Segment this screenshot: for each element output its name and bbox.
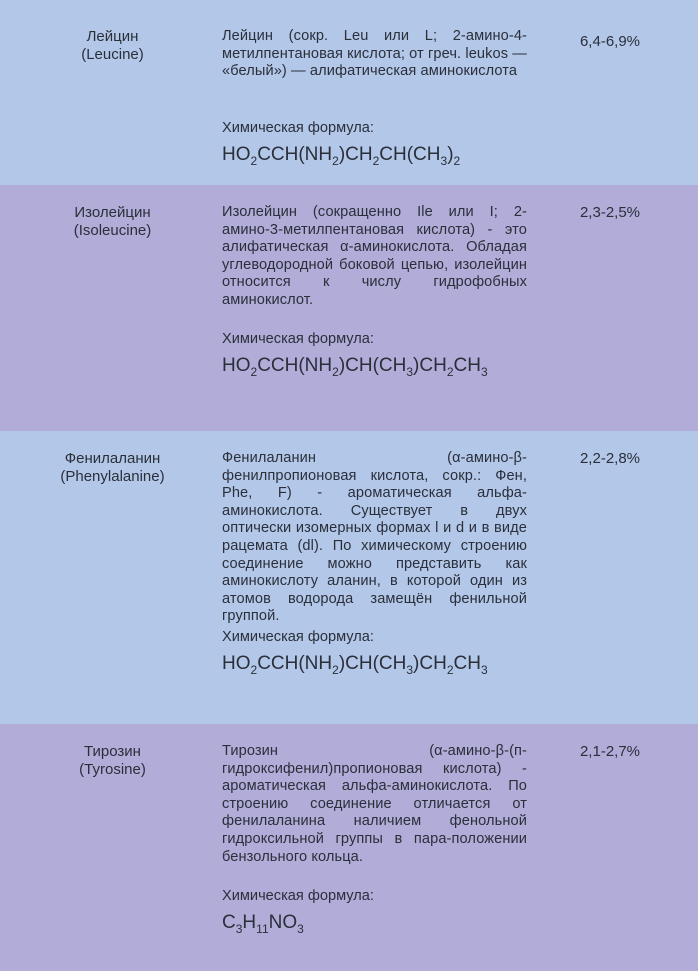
name-ru: Фенилаланин — [64, 450, 161, 467]
formula-subscript: 3 — [297, 922, 304, 936]
formula-subscript: 3 — [406, 663, 414, 677]
formula-text: C — [222, 912, 236, 933]
formula-subscript: 3 — [406, 365, 414, 379]
formula-subscript: 3 — [440, 154, 448, 168]
formula-label: Химическая формула: — [222, 629, 374, 645]
formula-subscript: 2 — [250, 154, 258, 168]
formula-subscript: 2 — [372, 154, 380, 168]
content-percent: 2,1-2,7% — [579, 743, 641, 760]
chemical-formula — [222, 144, 460, 166]
name-en: (Isoleucine) — [73, 222, 152, 239]
formula-text: CH — [453, 355, 481, 376]
formula-text: )CH — [338, 144, 373, 165]
formula-text: CCH(NH — [257, 355, 333, 376]
name-en: (Phenylalanine) — [60, 468, 165, 485]
formula-subscript: 2 — [446, 663, 454, 677]
formula-label: Химическая формула: — [222, 331, 374, 347]
formula-label: Химическая формула: — [222, 888, 374, 904]
formula-text: )CH — [413, 653, 447, 674]
formula-subscript: 3 — [480, 663, 488, 677]
formula-subscript: 11 — [256, 922, 269, 936]
formula-subscript: 2 — [453, 154, 461, 168]
amino-acid-name — [40, 450, 185, 486]
formula-label: Химическая формула: — [222, 120, 374, 136]
amino-acid-row-isoleucine — [0, 185, 698, 431]
name-ru: Лейцин — [86, 28, 139, 45]
formula-text: H — [242, 912, 257, 933]
formula-subscript: 2 — [250, 663, 258, 677]
name-ru: Тирозин — [84, 743, 141, 760]
chemical-formula — [222, 653, 488, 675]
formula-subscript: 2 — [250, 365, 258, 379]
amino-acid-description: Фенилаланин (α-амино-β-фенилпропионовая кислота, сокр.: Фен, Phe, F) - ароматическая альфа-аминокислота. Существует в двух оптически изомерных формах l и d и в виде рацемата (dl). По химическому строению соединение можно представить как аминокислоту аланин, в которой один из атомов водорода замещён фенильной группой. — [222, 450, 527, 625]
chemical-formula — [222, 355, 488, 377]
amino-acid-row-leucine — [0, 0, 698, 185]
name-ru: Изолейцин — [74, 204, 151, 221]
formula-text: NO — [268, 912, 298, 933]
formula-text: )CH — [413, 355, 447, 376]
formula-subscript: 3 — [235, 922, 243, 936]
formula-subscript: 2 — [332, 663, 339, 677]
name-en: (Tyrosine) — [79, 761, 146, 778]
amino-acid-description: Лейцин (сокр. Leu или L; 2-амино-4-метилпентановая кислота; от греч. leukos — «белый») — алифатическая аминокислота — [222, 28, 527, 80]
formula-text: CH(CH — [379, 144, 441, 165]
formula-text: )CH(CH — [338, 355, 407, 376]
content-percent: 2,2-2,8% — [579, 450, 641, 467]
formula-subscript: 2 — [332, 154, 339, 168]
amino-acid-name — [40, 743, 185, 779]
chemical-formula — [222, 912, 304, 934]
amino-acid-name — [40, 28, 185, 64]
formula-subscript: 2 — [446, 365, 454, 379]
formula-text: )CH(CH — [338, 653, 407, 674]
formula-text: CCH(NH — [257, 144, 333, 165]
formula-subscript: 2 — [332, 365, 339, 379]
formula-text: CH — [453, 653, 481, 674]
content-percent: 2,3-2,5% — [579, 204, 641, 221]
amino-acid-name — [40, 204, 185, 240]
amino-acid-description: Изолейцин (сокращенно Ile или I; 2-амино-3-метилпентановая кислота) - это алифатическая α-аминокислота. Обладая углеводородной боковой цепью, изолейцин относится к числу гидрофобных аминокислот. — [222, 204, 527, 308]
formula-subscript: 3 — [480, 365, 488, 379]
formula-text: CCH(NH — [257, 653, 333, 674]
formula-text: ) — [447, 144, 454, 165]
name-en: (Leucine) — [81, 46, 144, 63]
amino-acid-row-phenylalanine — [0, 431, 698, 724]
amino-acid-row-tyrosine — [0, 724, 698, 971]
amino-acid-description: Тирозин (α-амино-β-(п-гидроксифенил)пропионовая кислота) - ароматическая альфа-аминокислота. По строению соединение отличается от фенилаланина наличием фенольной гидроксильной группы в пара-положении бензольного кольца. — [222, 743, 527, 865]
formula-text: HO — [222, 653, 251, 674]
formula-text: HO — [222, 144, 251, 165]
formula-text: HO — [222, 355, 251, 376]
content-percent: 6,4-6,9% — [579, 33, 641, 50]
